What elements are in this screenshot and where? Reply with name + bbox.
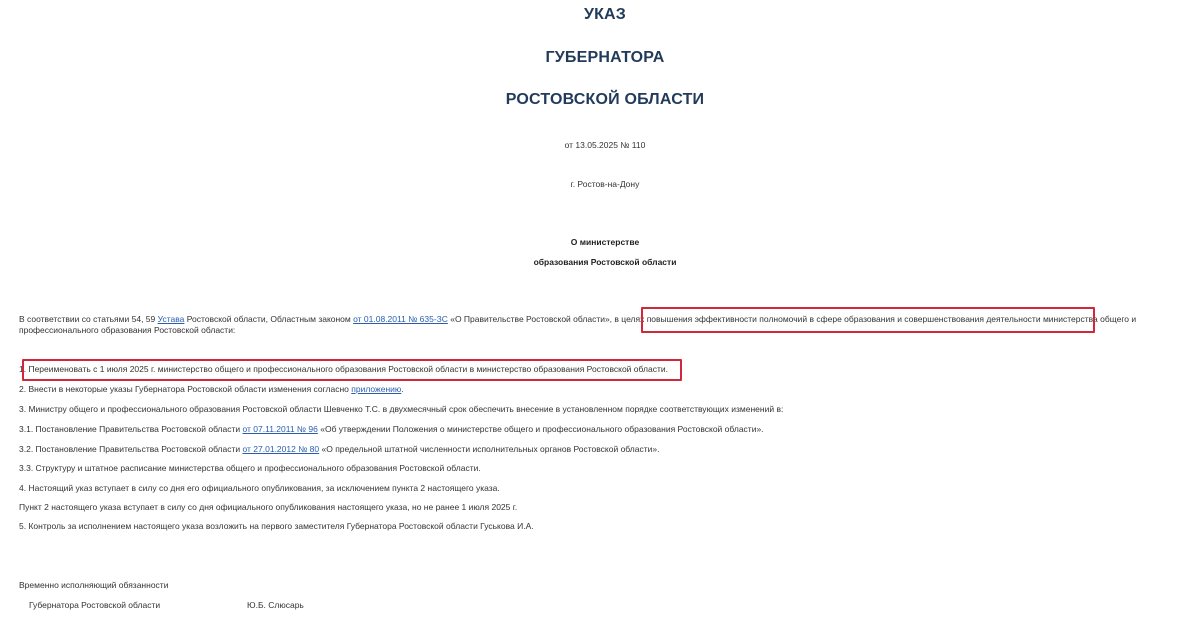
resolution-96-link[interactable]: от 07.11.2011 № 96 (242, 424, 318, 434)
item-1 (19, 364, 1192, 375)
decree-title-governor: ГУБЕРНАТОРА (545, 49, 665, 66)
item-3-1-text: 3.1. Постановление Правительства Ростовской области (19, 424, 243, 434)
item-4: 4. Настоящий указ вступает в силу со дня его официального опубликования, за исключением пункта 2 настоящего указа. (19, 483, 500, 493)
item-4-note: Пункт 2 настоящего указа вступает в силу со дня официального опубликования настоящего указа, но не ранее 1 июля 2025 г. (19, 502, 518, 512)
item-5: 5. Контроль за исполнением настоящего указа возложить на первого заместителя Губернатора Ростовской области Гуськова И.А. (19, 521, 534, 531)
regional-law-link[interactable]: от 01.08.2011 № 635-ЗС (353, 314, 448, 324)
resolution-80-link[interactable]: от 27.01.2012 № 80 (242, 444, 320, 454)
item-3-2 (19, 444, 1192, 455)
signature-role-line-1: Временно исполняющий обязанности (19, 580, 169, 590)
place: г. Ростов-на-Дону (570, 179, 640, 189)
date-number: от 13.05.2025 № 110 (564, 140, 646, 150)
item-1-number: 1. (19, 364, 27, 374)
subject-line-1: О министерстве (570, 237, 640, 247)
preamble-highlighted-text: в целях повышения эффективности полномочий в сфере образования и совершенствования деятельности (614, 314, 1041, 324)
item-2 (19, 384, 1192, 395)
signature-name: Ю.Б. Слюсарь (247, 600, 304, 610)
preamble-text: В соответствии со статьями 54, 59 (19, 314, 158, 324)
preamble-text: Ростовской области, Областным законом (184, 314, 354, 324)
item-2-text: 2. Внести в некоторые указы Губернатора Ростовской области изменения согласно (19, 384, 352, 394)
item-3-1 (19, 424, 1192, 435)
decree-title: УКАЗ (583, 6, 627, 23)
preamble-paragraph (19, 314, 1192, 336)
preamble-text: министерства общего и профессионального образования Ростовской области: (19, 314, 1137, 335)
item-3: 3. Министру общего и профессионального образования Ростовской области Шевченко Т.С. в двухмесячный срок обеспечить внесение в установленном порядке соответствующих изменений в: (19, 404, 784, 414)
item-3-1-end: «Об утверждении Положения о министерстве общего и профессионального образования Ростовской области». (317, 424, 764, 434)
item-3-2-text: 3.2. Постановление Правительства Ростовской области (19, 444, 243, 454)
item-3-2-end: «О предельной штатной численности исполнительных органов Ростовской области». (319, 444, 660, 454)
item-3-3: 3.3. Структуру и штатное расписание министерства общего и профессионального образования Ростовской области. (19, 463, 481, 473)
decree-title-region: РОСТОВСКОЙ ОБЛАСТИ (505, 91, 705, 108)
item-1-text: Переименовать с 1 июля 2025 г. министерство общего и профессионального образования Ростовской области в министерство образования Ростовской области. (26, 364, 668, 374)
charter-link[interactable]: Устава (157, 314, 185, 324)
preamble-text: «О Правительстве Ростовской области», (447, 314, 615, 324)
subject-line-2: образования Ростовской области (533, 257, 677, 267)
item-2-end: . (401, 384, 404, 394)
signature-role-line-2: Губернатора Ростовской области (29, 600, 161, 610)
appendix-link[interactable]: приложению (351, 384, 402, 394)
